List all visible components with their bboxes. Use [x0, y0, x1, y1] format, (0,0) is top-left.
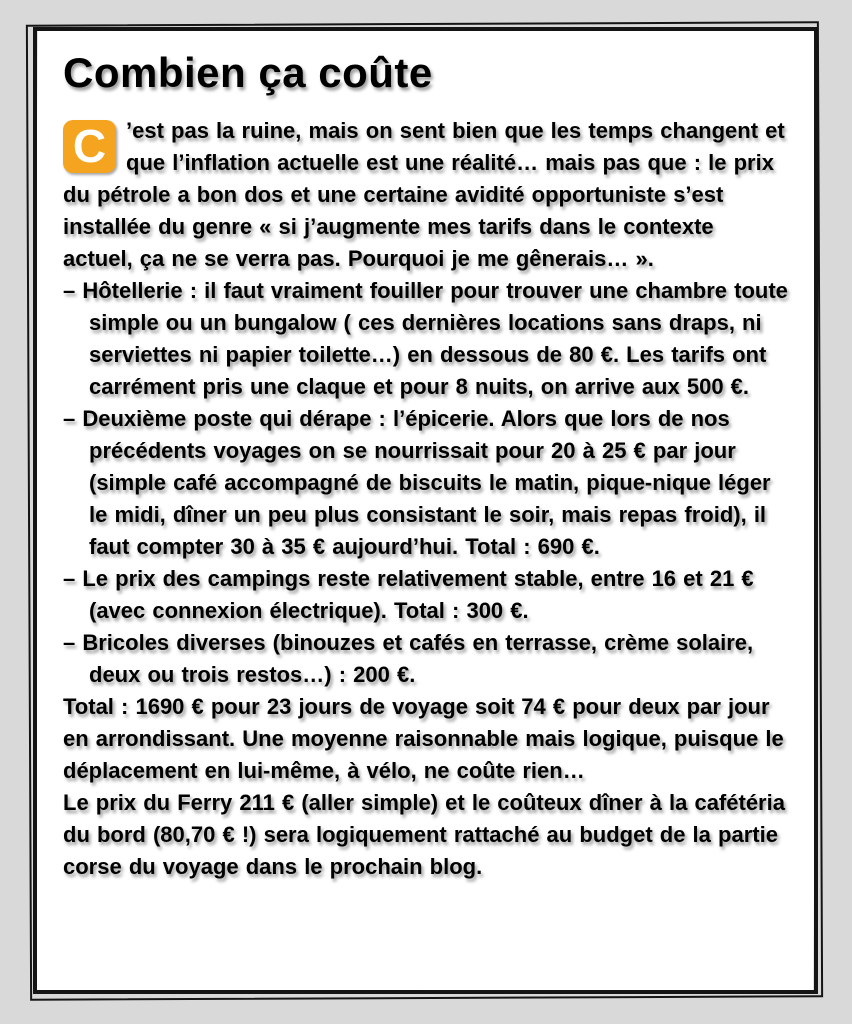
list-item-bricoles: – Bricoles diverses (binouzes et cafés en terrasse, crème solaire, deux ou trois restos…) : 200 €.: [63, 630, 754, 687]
document-panel: [33, 27, 818, 994]
intro-text: ’est pas la ruine, mais on sent bien que les temps changent et que l’inflation actuelle est une réalité… mais pas que : le prix du pétrole a bon dos et une certaine avidité opportuniste s’est installée du genre « si j’augmente mes tarifs dans le contexte actuel, ça ne se verra pas. Pourquoi je me gênerais… ».: [63, 118, 785, 271]
list-item-hotellerie: – Hôtellerie : il faut vraiment fouiller pour trouver une chambre toute simple ou un bungalow ( ces dernières locations sans draps, ni serviettes ni papier toilette…) en dessous de 80 €. Les tarifs ont carrément pris une claque et pour 8 nuits, on arrive aux 500 €.: [63, 278, 788, 399]
dropcap-letter: C: [63, 120, 116, 173]
list-item-epicerie: – Deuxième poste qui dérape : l’épicerie. Alors que lors de nos précédents voyages on se nourrissait pour 20 à 25 € par jour (simple café accompagné de biscuits le matin, pique-nique léger le midi, dîner un peu plus consistant le soir, mais repas froid), il faut compter 30 à 35 € aujourd’hui. Total : 690 €.: [63, 406, 771, 559]
list-item-campings: – Le prix des campings reste relativement stable, entre 16 et 21 € (avec connexion électrique). Total : 300 €.: [63, 566, 754, 623]
page-title: Combien ça coûte: [63, 49, 433, 96]
total-paragraph: Total : 1690 € pour 23 jours de voyage soit 74 € pour deux par jour en arrondissant. Une moyenne raisonnable mais logique, puisque le déplacement en lui-même, à vélo, ne coûte rien…: [63, 694, 784, 783]
intro-paragraph: [63, 115, 788, 275]
ferry-paragraph: Le prix du Ferry 211 € (aller simple) et le coûteux dîner à la cafétéria du bord (80,70 € !) sera logiquement rattaché au budget de la partie corse du voyage dans le prochain blog.: [63, 790, 785, 879]
document-body: [63, 115, 788, 883]
